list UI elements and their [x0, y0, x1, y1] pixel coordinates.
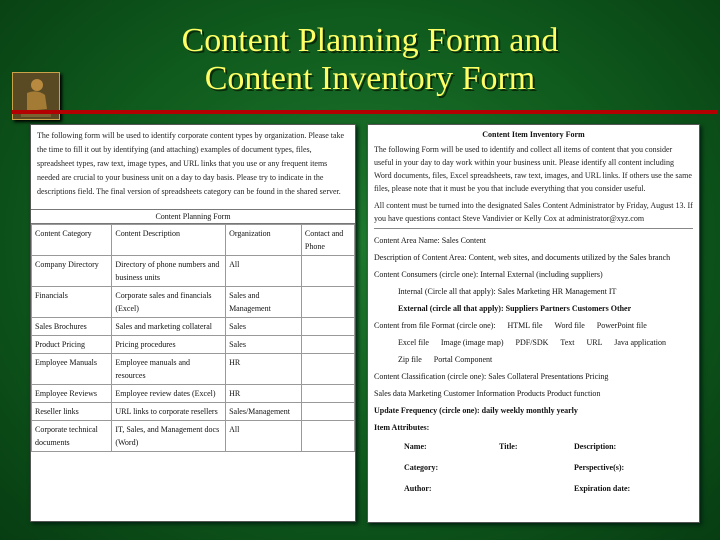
content-planning-form: [30, 124, 356, 522]
attribute-name: Name:: [404, 442, 427, 451]
format-option: HTML file: [507, 321, 543, 330]
attribute-perspective: Perspective(s):: [574, 463, 625, 472]
cell: Corporate sales and financials (Excel): [112, 287, 226, 318]
content-classification-row-2: Sales data Marketing Customer Information Products Product function: [374, 389, 601, 398]
file-format-row-2: [368, 334, 699, 351]
attribute-expiration: Expiration date:: [574, 484, 631, 493]
table-row: [32, 256, 355, 287]
inventory-form-heading: Content Item Inventory Form: [482, 130, 585, 139]
internal-consumers: Internal (Circle all that apply): Sales Marketing HR Management IT: [398, 287, 617, 296]
table-row: [32, 403, 355, 421]
column-header: Organization: [226, 225, 302, 256]
cell: Employee Reviews: [32, 385, 112, 403]
format-option: Excel file: [398, 338, 429, 347]
format-option: Image (image map): [440, 338, 504, 347]
inventory-deadline: All content must be turned into the designated Sales Content Administrator by Friday, August 13. If you have questions contact Steve Vandivier or Kelly Cox at administrator@xyz.com: [374, 201, 693, 223]
cell: [301, 318, 354, 336]
format-option: Portal Component: [433, 355, 493, 364]
cell: [301, 287, 354, 318]
attribute-title: Title:: [499, 442, 518, 451]
cell: Sales: [226, 336, 302, 354]
format-option: Word file: [554, 321, 585, 330]
external-consumers: External (circle all that apply): Suppliers Partners Customers Other: [398, 304, 632, 313]
file-format-row-1: [368, 317, 699, 334]
cell: IT, Sales, and Management docs (Word): [112, 421, 226, 452]
table-row: [32, 287, 355, 318]
format-option: PowerPoint file: [596, 321, 647, 330]
title-line-1: Content Planning Form and: [181, 22, 559, 59]
cell: Sales and Management: [226, 287, 302, 318]
cell: All: [226, 256, 302, 287]
table-row: [32, 336, 355, 354]
update-frequency: Update Frequency (circle one): daily weekly monthly yearly: [374, 406, 578, 415]
cell: Company Directory: [32, 256, 112, 287]
cell: [301, 421, 354, 452]
cell: Employee review dates (Excel): [112, 385, 226, 403]
format-option: Zip file: [398, 355, 422, 364]
content-inventory-form: [367, 124, 700, 523]
table-row: [32, 421, 355, 452]
slide-title: [80, 22, 660, 98]
cell: Product Pricing: [32, 336, 112, 354]
cell: Corporate technical documents: [32, 421, 112, 452]
inventory-intro: The following Form will be used to identify and collect all items of content that you consider useful in your day to day work within your business unit. Please identify all content including Word documents, files, Excel spreadsheets, raw text, images, and URL links. If others use the same files, please note that it must be you that include everything that you consider useful.: [374, 145, 692, 193]
cell: [301, 403, 354, 421]
format-option: Java application: [614, 338, 666, 347]
cell: Reseller links: [32, 403, 112, 421]
cell: URL links to corporate resellers: [112, 403, 226, 421]
cell: Sales and marketing collateral: [112, 318, 226, 336]
cell: All: [226, 421, 302, 452]
cell: Sales: [226, 318, 302, 336]
title-line-2: Content Inventory Form: [204, 60, 536, 97]
file-format-row-3: [368, 351, 699, 368]
planning-table-header: [32, 225, 355, 256]
column-header: Contact and Phone: [301, 225, 354, 256]
attribute-author: Author:: [404, 484, 432, 493]
cell: HR: [226, 385, 302, 403]
content-classification: Content Classification (circle one): Sales Collateral Presentations Pricing: [374, 372, 609, 381]
format-option: Text: [560, 338, 575, 347]
cell: Pricing procedures: [112, 336, 226, 354]
divider: [374, 228, 693, 229]
cell: Financials: [32, 287, 112, 318]
content-consumers: Content Consumers (circle one): Internal External (including suppliers): [374, 270, 603, 279]
cell: HR: [226, 354, 302, 385]
table-row: [32, 318, 355, 336]
cell: [301, 354, 354, 385]
attribute-spacer: [499, 457, 574, 478]
item-attributes-grid: [368, 436, 699, 499]
table-row: [32, 354, 355, 385]
content-area-description: Description of Content Area: Content, web sites, and documents utilized by the Sales branch: [374, 253, 671, 262]
cell: Sales Brochures: [32, 318, 112, 336]
attribute-spacer: [499, 478, 574, 499]
cell: Sales/Management: [226, 403, 302, 421]
format-option: PDF/SDK: [515, 338, 549, 347]
table-row: [32, 385, 355, 403]
cell: [301, 336, 354, 354]
content-area-name: Content Area Name: Sales Content: [374, 236, 486, 245]
column-header: Content Description: [112, 225, 226, 256]
attribute-category: Category:: [404, 463, 439, 472]
cell: [301, 256, 354, 287]
cell: Employee manuals and resources: [112, 354, 226, 385]
format-option: URL: [586, 338, 603, 347]
planning-form-heading: Content Planning Form: [31, 209, 355, 224]
cell: Directory of phone numbers and business units: [112, 256, 226, 287]
planning-intro: The following form will be used to identify corporate content types by organization. Please take the time to fill it out by identifying (and attaching) examples of document types, files, spreadsheet types, raw text, image types, and URL links that you use or any frequent items needed are crucial to your business unit on a day to day basis. Please try to indicate in the descriptions field. The final version of spreadsheets category can be found in the shared server.: [37, 131, 345, 196]
item-attributes-label: Item Attributes:: [374, 423, 430, 432]
accent-rule: [12, 110, 718, 114]
cell: [301, 385, 354, 403]
cell: Employee Manuals: [32, 354, 112, 385]
column-header: Content Category: [32, 225, 112, 256]
planning-table: [31, 224, 355, 452]
attribute-description: Description:: [574, 442, 617, 451]
file-format-label: Content from file Format (circle one):: [374, 321, 496, 330]
